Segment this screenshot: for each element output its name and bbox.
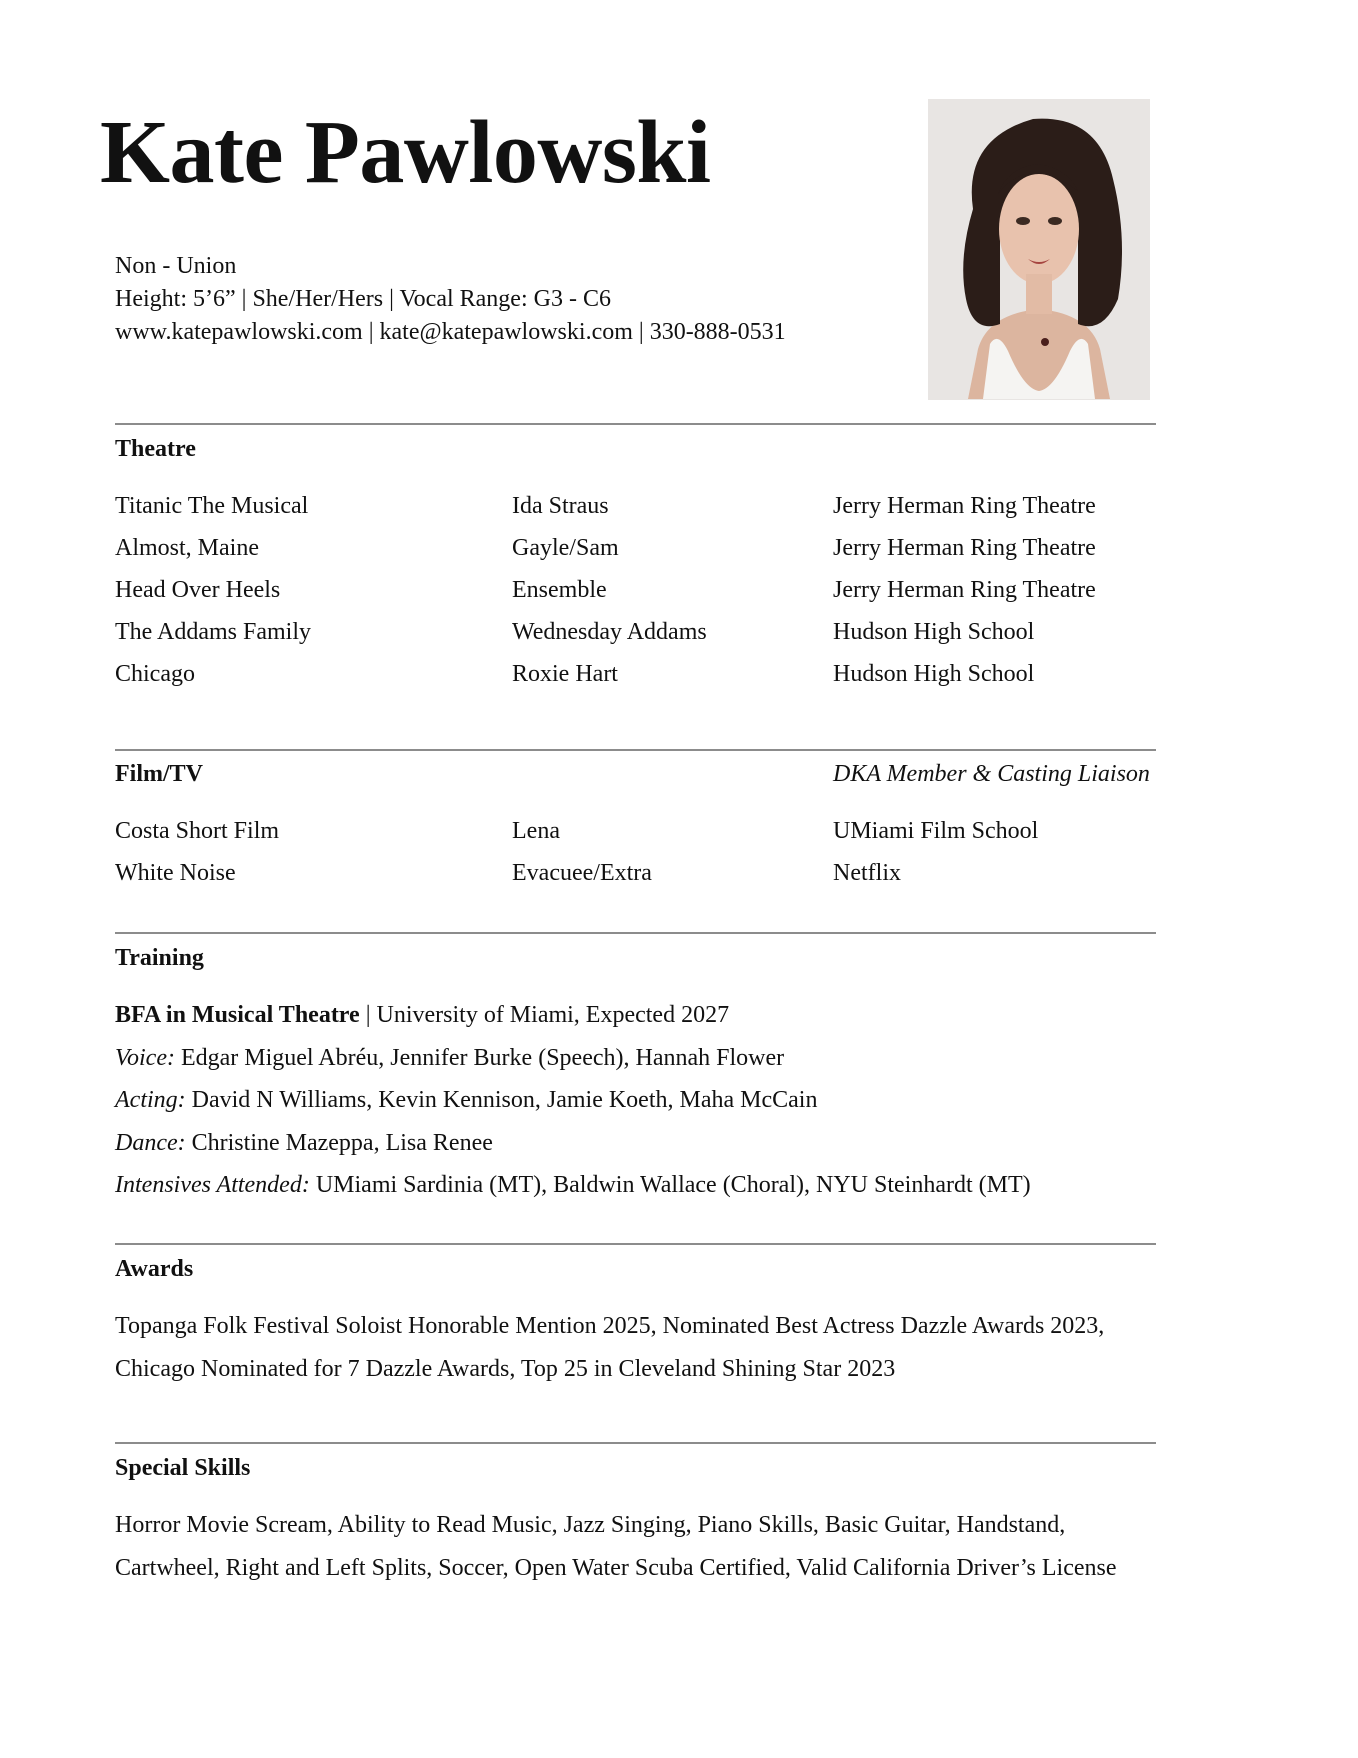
venue: Jerry Herman Ring Theatre bbox=[833, 493, 1096, 519]
show-title: White Noise bbox=[115, 860, 236, 886]
training-label: Dance: bbox=[115, 1129, 186, 1156]
divider bbox=[115, 749, 1156, 751]
role: Evacuee/Extra bbox=[512, 860, 652, 886]
credit-row bbox=[0, 535, 1358, 577]
training-block bbox=[115, 994, 1175, 1207]
headshot-illustration bbox=[928, 99, 1150, 400]
awards-line: Topanga Folk Festival Soloist Honorable Mention 2025, Nominated Best Actress Dazzle Awards 2023, bbox=[115, 1313, 1105, 1339]
role: Ida Straus bbox=[512, 493, 609, 519]
training-text: David N Williams, Kevin Kennison, Jamie Koeth, Maha McCain bbox=[185, 1087, 818, 1113]
training-text: Christine Mazeppa, Lisa Renee bbox=[185, 1129, 493, 1156]
degree-line bbox=[115, 994, 1175, 1037]
actor-name: Kate Pawlowski bbox=[100, 103, 711, 202]
awards-line: Chicago Nominated for 7 Dazzle Awards, Top 25 in Cleveland Shining Star 2023 bbox=[115, 1355, 896, 1382]
training-text: Edgar Miguel Abréu, Jennifer Burke (Speech), Hannah Flower bbox=[174, 1044, 785, 1071]
headshot-photo bbox=[928, 99, 1150, 400]
training-line bbox=[115, 1079, 1175, 1122]
awards-block bbox=[115, 1305, 1175, 1390]
show-title: Chicago bbox=[115, 661, 195, 687]
credit-row bbox=[0, 818, 1358, 860]
show-title: Costa Short Film bbox=[115, 818, 280, 844]
credit-row bbox=[0, 577, 1358, 619]
skills-block bbox=[115, 1504, 1175, 1589]
divider bbox=[115, 423, 1156, 425]
role: Roxie Hart bbox=[512, 661, 618, 687]
training-label: Intensives Attended: bbox=[115, 1172, 310, 1198]
awards-title: Awards bbox=[115, 1256, 194, 1282]
divider bbox=[115, 1243, 1156, 1245]
contact-info: www.katepawlowski.com | kate@katepawlowski.com | 330-888-0531 bbox=[115, 319, 786, 345]
skills-line: Horror Movie Scream, Ability to Read Music, Jazz Singing, Piano Skills, Basic Guitar, Handstand, bbox=[115, 1512, 1066, 1538]
degree: BFA in Musical Theatre bbox=[115, 1002, 360, 1028]
role: Wednesday Addams bbox=[512, 619, 707, 645]
contact-block bbox=[115, 250, 786, 349]
show-title: Almost, Maine bbox=[115, 535, 259, 561]
training-line bbox=[115, 1037, 1175, 1080]
credit-row bbox=[0, 493, 1358, 535]
show-title: Titanic The Musical bbox=[115, 493, 309, 519]
venue: UMiami Film School bbox=[833, 818, 1039, 844]
show-title: The Addams Family bbox=[115, 619, 311, 645]
role: Lena bbox=[512, 818, 560, 844]
film-aside-note: DKA Member & Casting Liaison bbox=[833, 761, 1150, 787]
divider bbox=[115, 932, 1156, 934]
training-line bbox=[115, 1122, 1175, 1165]
skills-line: Cartwheel, Right and Left Splits, Soccer, Open Water Scuba Certified, Valid California Driver’s License bbox=[115, 1554, 1117, 1581]
skills-title: Special Skills bbox=[115, 1455, 251, 1481]
actor-stats: Height: 5’6” | She/Her/Hers | Vocal Range: G3 - C6 bbox=[115, 286, 611, 312]
venue: Hudson High School bbox=[833, 619, 1035, 645]
union-status: Non - Union bbox=[115, 253, 237, 279]
training-line bbox=[115, 1164, 1175, 1207]
role: Gayle/Sam bbox=[512, 535, 619, 561]
training-label: Acting: bbox=[115, 1087, 186, 1113]
divider bbox=[115, 1442, 1156, 1444]
credit-row bbox=[0, 860, 1358, 902]
venue: Jerry Herman Ring Theatre bbox=[833, 577, 1096, 603]
theatre-title: Theatre bbox=[115, 436, 196, 462]
degree-detail: | University of Miami, Expected 2027 bbox=[359, 1002, 730, 1028]
credit-row bbox=[0, 619, 1358, 661]
training-label: Voice: bbox=[115, 1044, 175, 1071]
credit-row bbox=[0, 661, 1358, 703]
venue: Hudson High School bbox=[833, 661, 1035, 687]
venue: Jerry Herman Ring Theatre bbox=[833, 535, 1096, 561]
role: Ensemble bbox=[512, 577, 607, 603]
training-text: UMiami Sardinia (MT), Baldwin Wallace (Choral), NYU Steinhardt (MT) bbox=[309, 1172, 1031, 1198]
film-title: Film/TV bbox=[115, 761, 203, 787]
venue: Netflix bbox=[833, 860, 901, 886]
show-title: Head Over Heels bbox=[115, 577, 281, 603]
training-title: Training bbox=[115, 945, 204, 971]
